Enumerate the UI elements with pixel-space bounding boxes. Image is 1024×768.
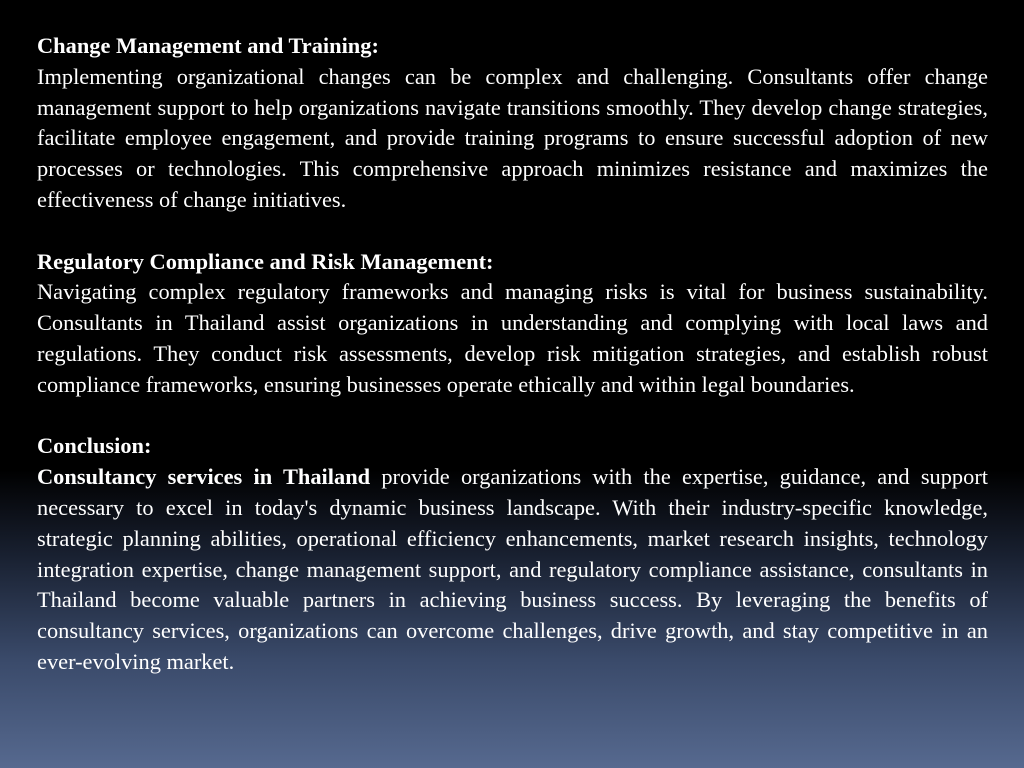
section-heading: Conclusion: xyxy=(37,433,152,459)
section-change-management xyxy=(37,31,988,216)
conclusion-lead-phrase: Consultancy services in Thailand xyxy=(37,464,371,490)
section-heading: Change Management and Training: xyxy=(37,33,379,58)
section-spacer xyxy=(37,216,988,247)
section-body: Implementing organizational changes can be complex and challenging. Consultants offer change management support to help organizations navigate transitions smoothly. They develop change strategies, facilitate employee engagement, and provide training programs to ensure successful adoption of new processes or technologies. This comprehensive approach minimizes resistance and maximizes the effectiveness of change initiatives. xyxy=(37,63,988,212)
section-body: provide organizations with the expertise, guidance, and support necessary to excel in today's dynamic business landscape. With their industry-specific knowledge, strategic planning abilities, operational efficiency enhancements, market research insights, technology integration expertise, change management support, and regulatory compliance assistance, consultants in Thailand become valuable partners in achieving business success. By leveraging the benefits of consultancy services, organizations can overcome challenges, drive growth, and stay competitive in an ever-evolving market. xyxy=(37,464,988,674)
slide-content xyxy=(37,31,988,678)
section-heading: Regulatory Compliance and Risk Management: xyxy=(37,248,494,274)
section-conclusion xyxy=(37,431,988,677)
section-regulatory xyxy=(37,247,988,401)
section-body: Navigating complex regulatory frameworks and managing risks is vital for business sustainability. Consultants in Thailand assist organizations in understanding and complying with local laws and regulations. They conduct risk assessments, develop risk mitigation strategies, and establish robust compliance frameworks, ensuring businesses operate ethically and within legal boundaries. xyxy=(37,279,988,397)
section-spacer xyxy=(37,401,988,432)
